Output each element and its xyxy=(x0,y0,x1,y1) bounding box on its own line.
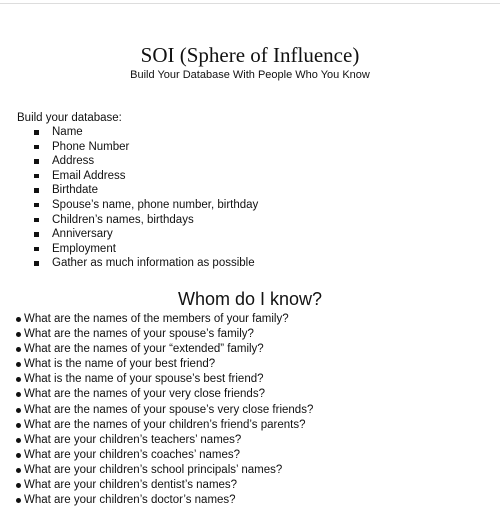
round-bullet-icon xyxy=(16,438,21,443)
square-bullet-icon xyxy=(34,130,39,135)
question-item xyxy=(0,403,500,418)
question-text: What is the name of your best friend? xyxy=(24,358,216,371)
question-item xyxy=(0,433,500,448)
database-item xyxy=(0,154,500,169)
question-text: What are the names of the members of your family? xyxy=(24,313,289,325)
document-subtitle: Build Your Database With People Who You Know xyxy=(130,69,370,81)
question-text: What are the names of your children’s friend’s parents? xyxy=(24,418,306,431)
square-bullet-icon xyxy=(34,159,39,164)
question-text: What are your children’s school principals’ names? xyxy=(24,463,283,476)
question-item xyxy=(0,357,500,372)
database-item-text: Name xyxy=(52,126,83,138)
database-item xyxy=(0,198,500,213)
database-item xyxy=(0,169,500,184)
database-item-text: Anniversary xyxy=(52,228,113,241)
round-bullet-icon xyxy=(16,453,21,458)
database-item xyxy=(0,125,500,140)
round-bullet-icon xyxy=(16,498,21,503)
question-text: What are the names of your spouse’s family? xyxy=(24,328,254,341)
question-text: What is the name of your spouse’s best friend? xyxy=(24,373,264,386)
question-text: What are your children’s coaches’ names? xyxy=(24,448,241,461)
round-bullet-icon xyxy=(16,317,21,322)
square-bullet-icon xyxy=(34,203,39,208)
database-list xyxy=(0,125,500,271)
question-item xyxy=(0,418,500,433)
question-list xyxy=(0,312,500,508)
database-item-text: Address xyxy=(52,155,95,168)
database-item-text: Employment xyxy=(52,242,116,255)
database-item-text: Spouse’s name, phone number, birthday xyxy=(52,198,259,211)
square-bullet-icon xyxy=(34,145,39,150)
database-item xyxy=(0,227,500,242)
question-item xyxy=(0,327,500,342)
database-item xyxy=(0,213,500,228)
round-bullet-icon xyxy=(16,423,21,428)
question-item xyxy=(0,448,500,463)
question-item xyxy=(0,387,500,402)
database-item xyxy=(0,140,500,155)
square-bullet-icon xyxy=(34,232,39,237)
square-bullet-icon xyxy=(34,218,39,223)
whom-heading: Whom do I know? xyxy=(177,289,323,309)
database-item xyxy=(0,183,500,198)
question-text: What are the names of your “extended” family? xyxy=(24,343,264,356)
square-bullet-icon xyxy=(34,188,39,193)
page-top-edge xyxy=(0,3,500,4)
question-text: What are your children’s teachers’ names? xyxy=(24,433,242,446)
round-bullet-icon xyxy=(16,332,21,337)
database-item-text: Gather as much information as possible xyxy=(52,257,255,270)
square-bullet-icon xyxy=(34,247,39,252)
question-item xyxy=(0,312,500,327)
round-bullet-icon xyxy=(16,468,21,473)
round-bullet-icon xyxy=(16,347,21,352)
square-bullet-icon xyxy=(34,261,39,266)
square-bullet-icon xyxy=(34,174,39,179)
database-item xyxy=(0,242,500,257)
database-item-text: Email Address xyxy=(52,169,126,182)
question-item xyxy=(0,342,500,357)
document-title: SOI (Sphere of Influence) xyxy=(140,43,360,67)
question-item xyxy=(0,463,500,478)
question-text: What are your children’s doctor’s names? xyxy=(24,494,236,507)
database-heading: Build your database: xyxy=(17,112,122,124)
database-item-text: Birthdate xyxy=(52,184,99,197)
question-item xyxy=(0,372,500,387)
database-item-text: Children’s names, birthdays xyxy=(52,213,194,226)
question-item xyxy=(0,493,500,508)
round-bullet-icon xyxy=(16,408,21,413)
database-item xyxy=(0,256,500,271)
database-item-text: Phone Number xyxy=(52,140,130,153)
round-bullet-icon xyxy=(16,392,21,397)
round-bullet-icon xyxy=(16,483,21,488)
question-item xyxy=(0,478,500,493)
round-bullet-icon xyxy=(16,377,21,382)
question-text: What are the names of your very close friends? xyxy=(24,388,265,401)
question-text: What are the names of your spouse’s very close friends? xyxy=(24,403,314,416)
round-bullet-icon xyxy=(16,362,21,367)
question-text: What are your children’s dentist’s names? xyxy=(24,479,238,492)
